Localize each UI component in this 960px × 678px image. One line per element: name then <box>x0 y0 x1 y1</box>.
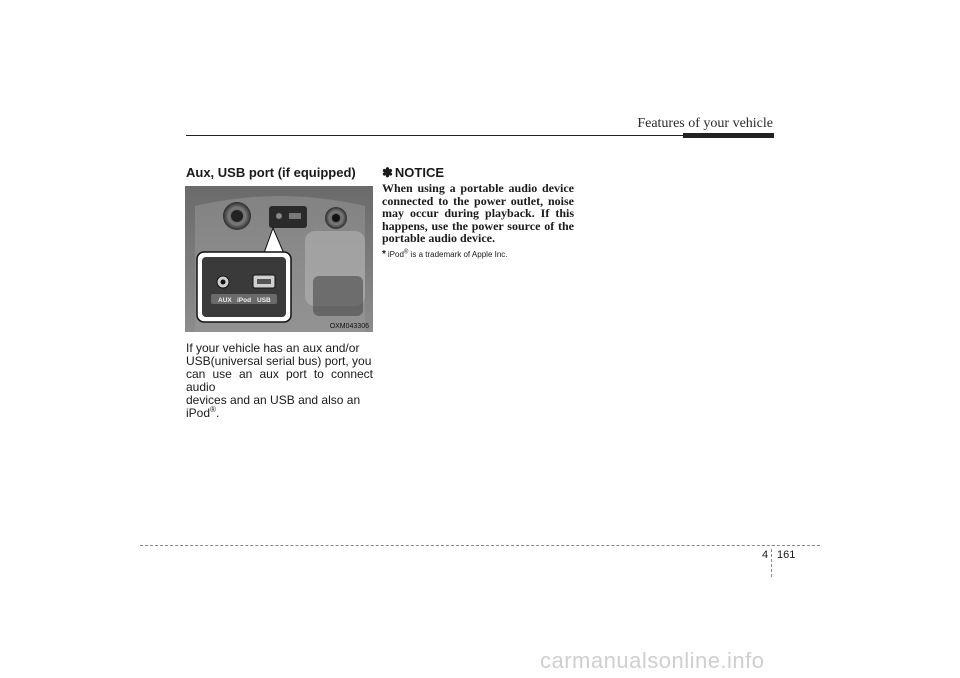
figure-label-usb: USB <box>257 297 271 304</box>
figure-label-aux: AUX <box>218 297 232 304</box>
body-line: USB(universal serial bus) port, you <box>186 354 372 368</box>
aux-usb-port-figure <box>185 186 373 332</box>
notice-title: NOTICE <box>394 165 445 180</box>
trademark-note <box>382 249 508 260</box>
trademark-rest: is a trademark of Apple Inc. <box>408 250 508 259</box>
page-header-title: Features of your vehicle <box>637 116 773 131</box>
registered-mark: ® <box>210 405 216 414</box>
trademark-sup: ® <box>403 249 409 256</box>
section-body <box>186 342 373 420</box>
footer-rule <box>140 545 820 546</box>
figure-code: OXM043306 <box>329 323 369 330</box>
section-title: Aux, USB port (if equipped) <box>186 165 356 180</box>
notice-icon: ✽ <box>382 165 393 180</box>
chapter-number: 4 <box>762 549 769 561</box>
notice-text: When using a portable audio device connected to the power outlet, noise may occur during playback. If this happens, use the power source of the portable audio device. <box>382 181 574 245</box>
ipod-word: iPod <box>186 406 211 420</box>
figure-label-ipod: iPod <box>237 297 252 304</box>
notice-heading <box>382 165 444 181</box>
body-line: If your vehicle has an aux and/or <box>186 341 360 355</box>
asterisk-icon: * <box>382 249 386 260</box>
page-number: 161 <box>777 549 796 561</box>
body-line-last <box>186 407 373 420</box>
body-line: devices and an USB and also an <box>186 393 361 407</box>
watermark: carmanualsonline.info <box>540 648 765 673</box>
footer-divider <box>771 549 772 577</box>
period: . <box>215 406 220 420</box>
aux-usb-photo <box>185 186 373 332</box>
body-line: can use an aux port to connect audio <box>186 367 373 394</box>
header-rule-accent <box>683 133 774 138</box>
trademark-name: iPod <box>387 250 404 259</box>
